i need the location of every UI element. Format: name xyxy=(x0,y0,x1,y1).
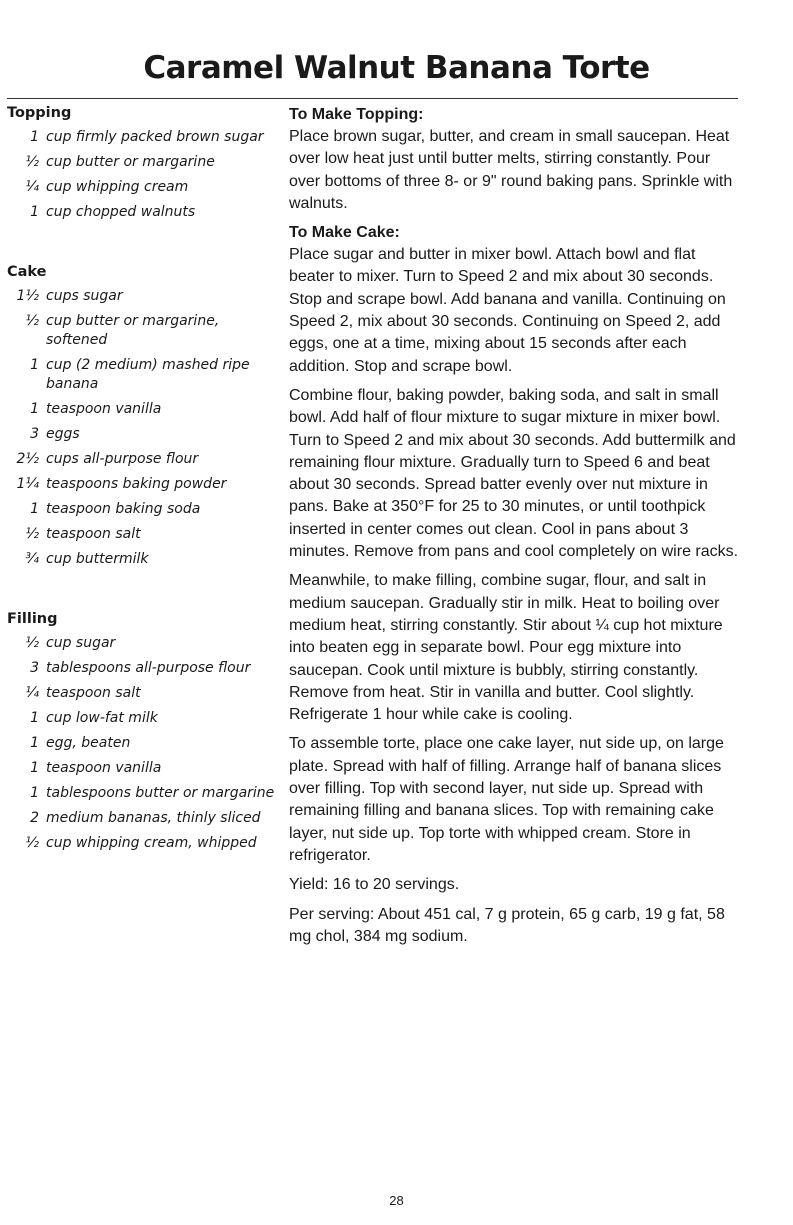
ingredient-quantity: 1¼ xyxy=(16,476,39,492)
ingredient-text: cup buttermilk xyxy=(46,551,149,567)
assemble-directions: To assemble torte, place one cake layer, nut side up, on large plate. Spread with half of filling. Arrange half of banana slices over filling. Top with second layer, nut side up. Spread with remaining filling and banana slices. Top with remaining cake layer, nut side up. Top torte with whipped cream. Store in refrigerator. xyxy=(289,735,724,864)
ingredient-text: cup firmly packed brown sugar xyxy=(46,129,264,145)
ingredient-quantity: 1 xyxy=(30,501,39,517)
ingredient-text: eggs xyxy=(46,426,80,442)
ingredient-item xyxy=(7,834,275,853)
filling-directions: Meanwhile, to make filling, combine sugar, flour, and salt in medium saucepan. Gradually stir in milk. Heat to boiling over medium heat, stirring constantly. Stir about ¼ cup hot mixture into beaten egg in separate bowl. Pour egg mixture into saucepan. Cook until mixture is bubbly, stirring constantly. Remove from heat. Stir in vanilla and butter. Cool slightly. Refrigerate 1 hour while cake is cooling. xyxy=(289,572,723,724)
ingredient-text: cup whipping cream xyxy=(46,179,189,195)
ingredient-quantity: 2½ xyxy=(16,451,39,467)
ingredient-quantity: 1 xyxy=(30,760,39,776)
ingredient-quantity: ½ xyxy=(25,635,39,651)
ingredient-list xyxy=(7,128,275,222)
ingredient-item xyxy=(7,659,275,678)
ingredient-text: medium bananas, thinly sliced xyxy=(46,810,261,826)
ingredient-text: cup low-fat milk xyxy=(46,710,158,726)
ingredient-quantity: 3 xyxy=(30,660,39,676)
ingredient-quantity: 1 xyxy=(30,785,39,801)
ingredient-text: cup (2 medium) mashed ripe banana xyxy=(46,357,250,392)
cake-directions-2: Combine flour, baking powder, baking soda, and salt in small bowl. Add half of flour mixture to sugar mixture in mixer bowl. Turn to Speed 2 and mix about 30 seconds. Add buttermilk and remaining flour mixture. Gradually turn to Speed 6 and beat about 30 seconds. Spread batter evenly over nut mixture in pans. Bake at 350°F for 25 to 30 minutes, or until toothpick inserted in center comes out clean. Cool in pans about 3 minutes. Remove from pans and cool completely on wire racks. xyxy=(289,386,739,561)
ingredient-quantity: 1 xyxy=(30,710,39,726)
page-number: 28 xyxy=(389,1193,404,1208)
ingredients-column xyxy=(7,104,275,859)
ingredient-section-topping xyxy=(7,104,275,222)
ingredient-quantity: 1 xyxy=(30,735,39,751)
ingredient-item xyxy=(7,450,275,469)
ingredient-item xyxy=(7,784,275,803)
ingredient-item xyxy=(7,475,275,494)
ingredient-item xyxy=(7,759,275,778)
topping-directions: Place brown sugar, butter, and cream in small saucepan. Heat over low heat just until butter melts, stirring constantly. Pour over bottoms of three 8- or 9" round baking pans. Sprinkle with walnuts. xyxy=(289,128,733,212)
ingredient-item xyxy=(7,425,275,444)
ingredient-quantity: 1 xyxy=(30,129,39,145)
section-heading: Filling xyxy=(7,611,58,627)
ingredient-quantity: ¼ xyxy=(25,179,39,195)
nutrition-info: Per serving: About 451 cal, 7 g protein, 65 g carb, 19 g fat, 58 mg chol, 384 mg sodium. xyxy=(289,905,725,945)
page-title: Caramel Walnut Banana Torte xyxy=(143,50,650,86)
ingredient-quantity: ½ xyxy=(25,313,39,329)
yield: Yield: 16 to 20 servings. xyxy=(289,876,460,894)
ingredient-item xyxy=(7,356,275,394)
ingredient-item xyxy=(7,634,275,653)
ingredient-text: cup sugar xyxy=(46,635,116,651)
ingredient-text: cup whipping cream, whipped xyxy=(46,835,257,851)
directions-column xyxy=(289,104,744,955)
ingredient-item xyxy=(7,525,275,544)
ingredient-quantity: 3 xyxy=(30,426,39,442)
ingredient-text: teaspoon vanilla xyxy=(46,760,162,776)
ingredient-item xyxy=(7,287,275,306)
title-divider xyxy=(7,98,738,99)
ingredient-section-filling xyxy=(7,610,275,853)
ingredient-text: teaspoon baking soda xyxy=(46,501,201,517)
ingredient-quantity: ½ xyxy=(25,526,39,542)
ingredient-text: teaspoon salt xyxy=(46,526,141,542)
section-heading: Cake xyxy=(7,264,47,280)
ingredient-text: tablespoons all-purpose flour xyxy=(46,660,251,676)
ingredient-item xyxy=(7,178,275,197)
ingredient-item xyxy=(7,500,275,519)
ingredient-item xyxy=(7,809,275,828)
topping-directions-heading: To Make Topping: xyxy=(289,106,424,123)
ingredient-quantity: ½ xyxy=(25,835,39,851)
ingredient-item xyxy=(7,550,275,569)
ingredient-text: teaspoons baking powder xyxy=(46,476,227,492)
cake-directions-1: Place sugar and butter in mixer bowl. Attach bowl and flat beater to mixer. Turn to Speed 2 and mix about 30 seconds. Stop and scrape bowl. Add banana and vanilla. Continuing on Speed 2, mix about 30 seconds. Continuing on Speed 2, add eggs, one at a time, mixing about 15 seconds after each addition. Stop and scrape bowl. xyxy=(289,246,726,375)
ingredient-quantity: 1½ xyxy=(16,288,39,304)
ingredient-text: cup chopped walnuts xyxy=(46,204,196,220)
ingredient-item xyxy=(7,400,275,419)
ingredient-item xyxy=(7,734,275,753)
ingredient-text: teaspoon salt xyxy=(46,685,141,701)
ingredient-quantity: 1 xyxy=(30,357,39,373)
ingredient-item xyxy=(7,153,275,172)
ingredient-text: cup butter or margarine xyxy=(46,154,215,170)
ingredient-list xyxy=(7,287,275,569)
ingredient-item xyxy=(7,203,275,222)
ingredient-text: cup butter or margarine, softened xyxy=(46,313,220,348)
cake-directions-heading: To Make Cake: xyxy=(289,224,400,242)
ingredient-item xyxy=(7,312,275,350)
ingredient-quantity: ½ xyxy=(25,154,39,170)
ingredient-item xyxy=(7,684,275,703)
ingredient-quantity: 2 xyxy=(30,810,39,826)
section-heading: Topping xyxy=(7,105,72,121)
ingredient-text: tablespoons butter or margarine xyxy=(46,785,275,801)
ingredient-item xyxy=(7,709,275,728)
ingredient-text: cups all-purpose flour xyxy=(46,451,199,467)
ingredient-text: teaspoon vanilla xyxy=(46,401,162,417)
ingredient-quantity: ¼ xyxy=(25,685,39,701)
ingredient-list xyxy=(7,634,275,853)
ingredient-quantity: 1 xyxy=(30,204,39,220)
ingredient-text: cups sugar xyxy=(46,288,123,304)
ingredient-text: egg, beaten xyxy=(46,735,131,751)
ingredient-quantity: ¾ xyxy=(25,551,39,567)
ingredient-item xyxy=(7,128,275,147)
ingredient-section-cake xyxy=(7,263,275,569)
ingredient-quantity: 1 xyxy=(30,401,39,417)
